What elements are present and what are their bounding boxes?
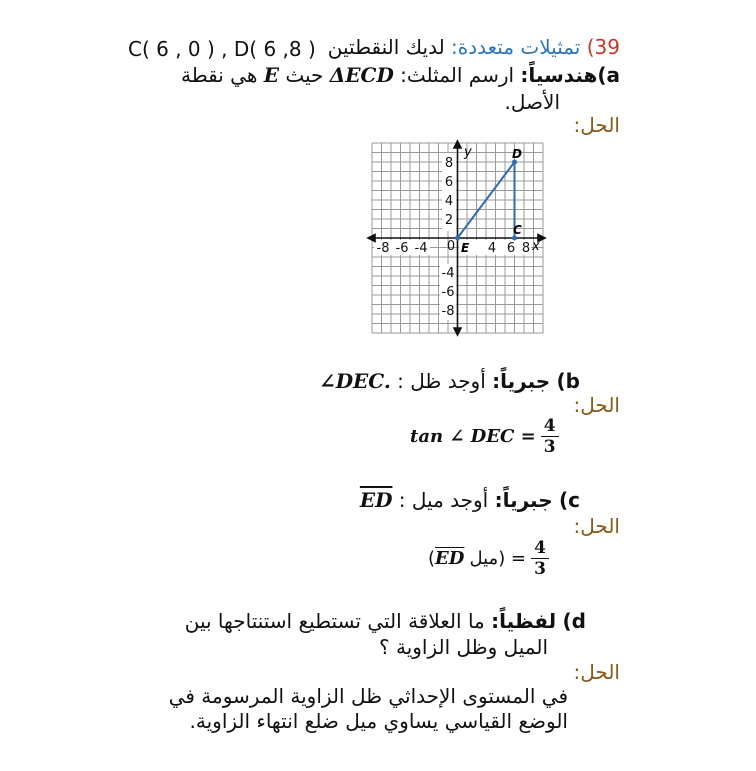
solution-label-a: الحل: — [573, 113, 620, 137]
part-a-point: E — [263, 63, 280, 87]
part-b-label: جبرياً: — [492, 369, 551, 393]
solution-label-d: الحل: — [573, 660, 620, 684]
part-c-segment: $\overline{ED}$ — [359, 488, 393, 512]
part-d-answer-line1: في المستوى الإحداثي ظل الزاوية المرسومة في — [168, 684, 568, 708]
part-c-line — [360, 488, 580, 512]
part-d-answer-line2: الوضع القياسي يساوي ميل ضلع انتهاء الزاوية. — [189, 709, 568, 733]
part-a-line2: الأصل. — [504, 90, 560, 114]
part-b-angle: ∠DEC. — [318, 369, 391, 393]
y-tick: 8 — [444, 156, 454, 171]
part-c-answer-word: ميل — [469, 548, 499, 569]
x-axis-label: x — [532, 239, 540, 254]
part-c-answer-segment: $\overline{ED}$ — [435, 548, 465, 569]
x-tick-labels — [377, 239, 531, 256]
y-tick: -6 — [441, 285, 455, 300]
part-b-text: أوجد ظل : — [397, 369, 486, 393]
part-b-line — [319, 369, 580, 393]
part-a-where: حيث — [285, 63, 324, 87]
part-b-letter: b) — [556, 369, 580, 393]
problem-header — [328, 35, 620, 59]
part-b-denominator: 3 — [543, 437, 556, 457]
point-d-label: D — [512, 147, 522, 161]
part-c-text: أوجد ميل : — [398, 488, 489, 512]
point-e — [455, 236, 460, 241]
problem-number: 39) — [586, 35, 620, 59]
part-b-numerator: 4 — [541, 416, 559, 437]
part-c-fraction — [531, 538, 549, 579]
part-a-triangle: ΔECD — [329, 63, 394, 87]
y-tick: -4 — [441, 266, 455, 281]
part-b-answer — [410, 416, 559, 457]
point-e-label: E — [461, 241, 470, 255]
y-tick: 6 — [444, 175, 454, 190]
y-axis-label: y — [464, 145, 472, 160]
part-d-letter: d) — [562, 609, 586, 633]
x-tick: 8 — [521, 241, 531, 256]
x-tick: -8 — [376, 241, 390, 256]
problem-title: تمثيلات متعددة: — [451, 35, 581, 59]
part-a-text: ارسم المثلث: — [400, 63, 515, 87]
part-d-line1 — [185, 609, 586, 633]
part-c-letter: c) — [559, 488, 580, 512]
y-tick: -8 — [441, 304, 455, 319]
part-d-text1: ما العلاقة التي تستطيع استنتاجها بين — [184, 609, 485, 633]
problem-intro: لديك النقطتين — [327, 35, 445, 59]
coordinate-graph — [360, 138, 555, 338]
x-tick: -6 — [395, 241, 409, 256]
point-c-label: C — [513, 223, 522, 237]
part-c-answer: ($\overline{ED}$ ميل) = $\frac{4}{3}$ — [428, 538, 549, 579]
part-a-end: هي نقطة — [181, 63, 258, 87]
part-d-line2: الميل وظل الزاوية ؟ — [379, 635, 548, 659]
part-c-numerator: 4 — [531, 538, 549, 559]
part-a-line1 — [181, 63, 620, 87]
solution-label-b: الحل: — [573, 393, 620, 417]
points-text: C( 6 , 0 ) , D( 6 ,8 ) — [128, 37, 316, 61]
part-b-fraction — [541, 416, 559, 457]
part-c-label: جبرياً: — [494, 488, 553, 512]
y-tick: 2 — [444, 213, 454, 228]
x-tick: -4 — [414, 241, 428, 256]
x-tick: 4 — [487, 241, 497, 256]
solution-label-c: الحل: — [573, 514, 620, 538]
part-b-answer-lhs: tan ∠ DEC = — [410, 426, 536, 447]
part-c-denominator: 3 — [534, 559, 546, 579]
part-d-label: لفظياً: — [491, 609, 557, 633]
part-a-letter: a) — [597, 63, 620, 87]
y-tick: 4 — [444, 194, 454, 209]
part-a-label: هندسياً: — [520, 63, 598, 87]
x-tick: 6 — [506, 241, 516, 256]
x-tick: 0 — [446, 239, 456, 254]
